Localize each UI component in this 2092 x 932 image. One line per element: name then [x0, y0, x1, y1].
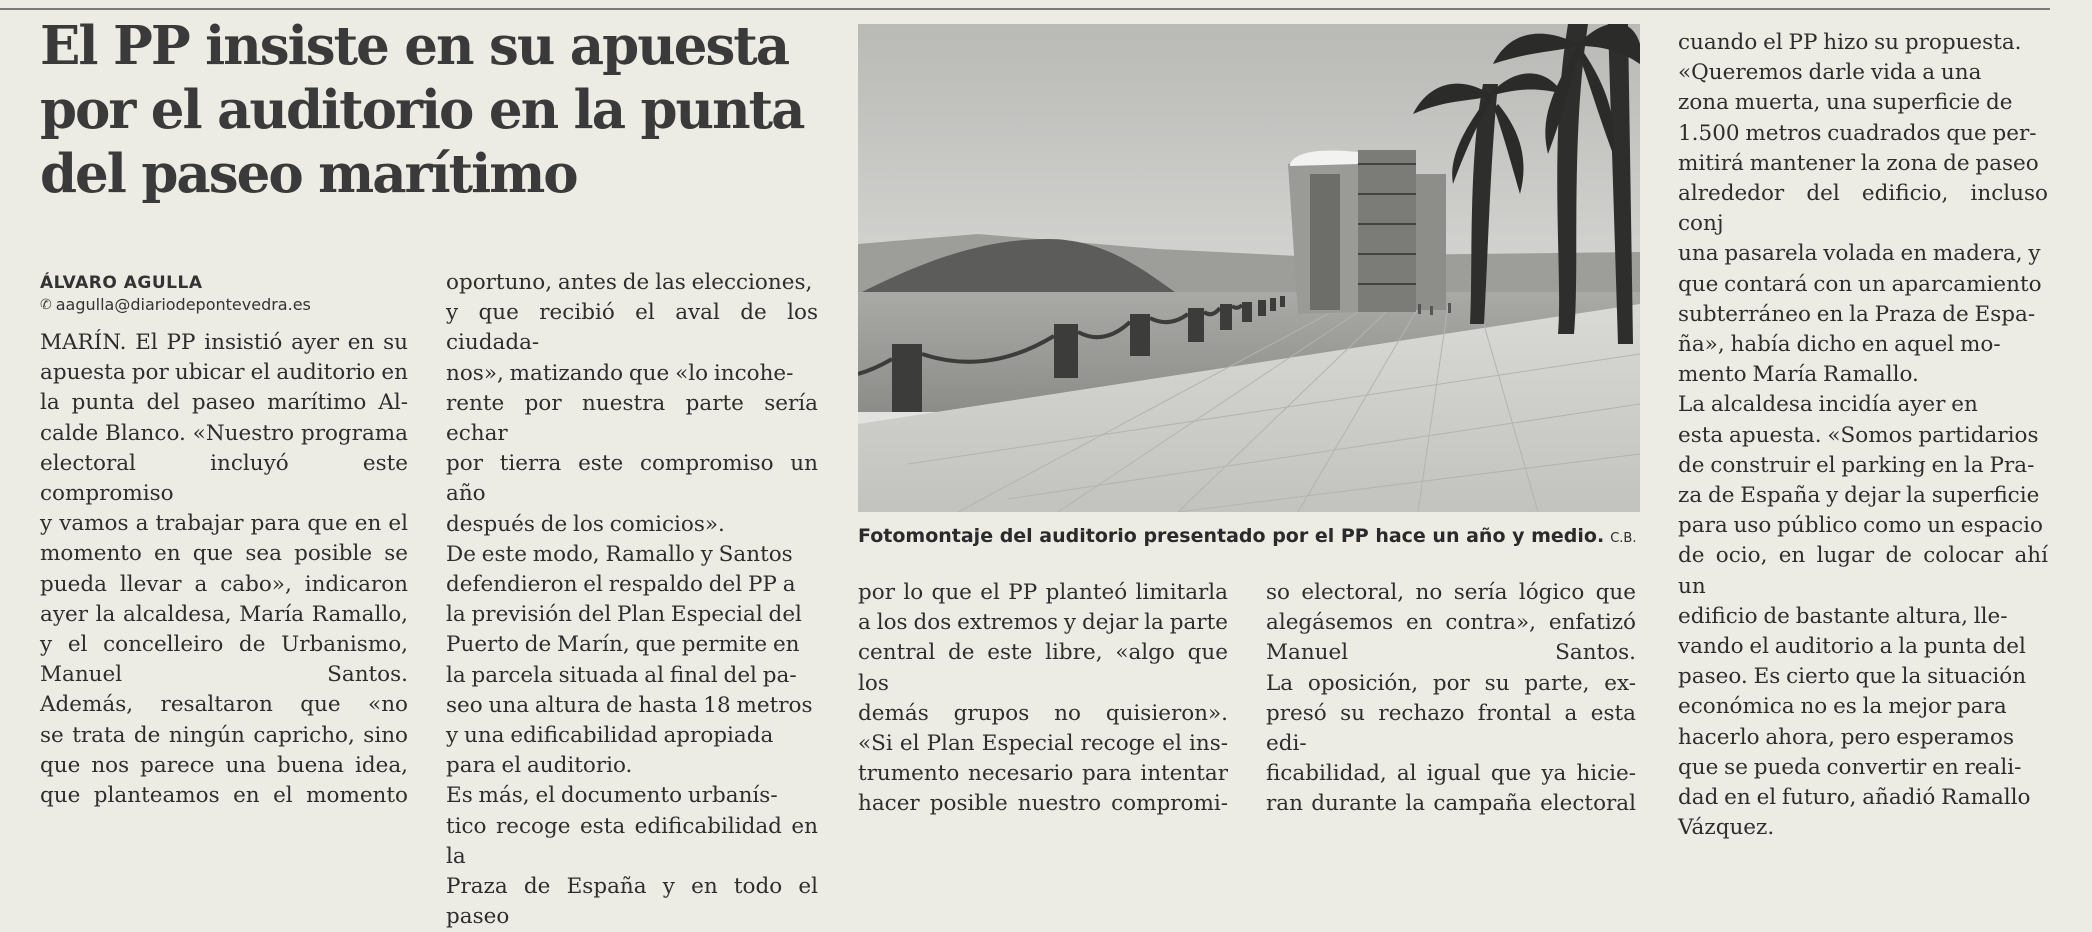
byline	[40, 272, 440, 316]
auditorium-photomontage	[858, 24, 1640, 512]
author-name: ÁLVARO AGULLA	[40, 273, 203, 293]
photo-caption	[858, 522, 1658, 553]
email-text: aagulla@diariodepontevedra.es	[55, 295, 311, 314]
column-2: oportuno, antes de las elecciones, y que recibió el aval de los ciudada- nos», matizando que «lo incohe- rente por nuestra parte sería echar por tierra este compromiso un año después de los comicios». De este modo, Ramallo y Santos defendieron el respaldo del PP a la previsión del Plan Especial del Puerto de Marín, que permite en la parcela situada al final del pa- seo una altura de hasta 18 metros y una edificabilidad apropiada para el auditorio. Es más, el documento urbanís- tico recoge esta edificabilidad en la Praza de España y en todo el paseo	[446, 270, 818, 930]
caption-text: Fotomontaje del auditorio presentado por el PP hace un año y medio.	[858, 525, 1605, 547]
column-5: cuando el PP hizo su propuesta. «Queremos darle vida a una zona muerta, una superficie de 1.500 metros cuadrados que per- mitirá mantener la zona de paseo alrededor del edificio, incluso conj una pasarela volada en madera, y que contará con un aparcamiento subterráneo en la Praza de Espa- ña», había dicho en aquel mo- mento María Ramallo. La alcaldesa incidía ayer en esta apuesta. «Somos partidarios de construir el parking en la Pra- za de España y dejar la superficie para uso público como un espacio de ocio, en lugar de colocar ahí un edificio de bastante altura, lle- vando el auditorio a la punta del paseo. Es cierto que la situación económica no es la mejor para hacerlo ahora, pero esperamos que se pueda convertir en reali- dad en el futuro, añadió Ramallo Vázquez.	[1678, 30, 2048, 841]
column-1: MARÍN. El PP insistió ayer en su apuesta por ubicar el auditorio en la punta del paseo marítimo Al- calde Blanco. «Nuestro programa electoral incluyó este compromiso y vamos a trabajar para que en el momento en que sea posible se pueda llevar a cabo», indicaron ayer la alcaldesa, María Ramallo, y el concelleiro de Urbanismo, Manuel Santos. Además, resaltaron que «no se trata de ningún capricho, sino que nos parece una buena idea, que planteamos en el momento	[40, 330, 408, 809]
auditorium-photo	[858, 24, 1640, 512]
column-3: por lo que el PP planteó limitarla a los dos extremos y dejar la parte central de este libre, «algo que los demás grupos no quisieron». «Si el Plan Especial recoge el ins- trumento necesario para intentar hacer posible nuestro compromi-	[858, 580, 1228, 817]
column-4: so electoral, no sería lógico que alegásemos en contra», enfatizó Manuel Santos. La oposición, por su parte, ex- presó su rechazo frontal a esta edi- ficabilidad, al igual que ya hicie- ran durante la campaña electoral	[1266, 580, 1636, 817]
at-icon: ✆	[40, 297, 52, 313]
author-email	[40, 294, 440, 316]
top-rule	[0, 0, 2050, 10]
photo-credit: C.B.	[1610, 531, 1637, 546]
headline: El PP insiste en su apuesta por el auditorio en la punta del paseo marítimo	[40, 15, 804, 205]
